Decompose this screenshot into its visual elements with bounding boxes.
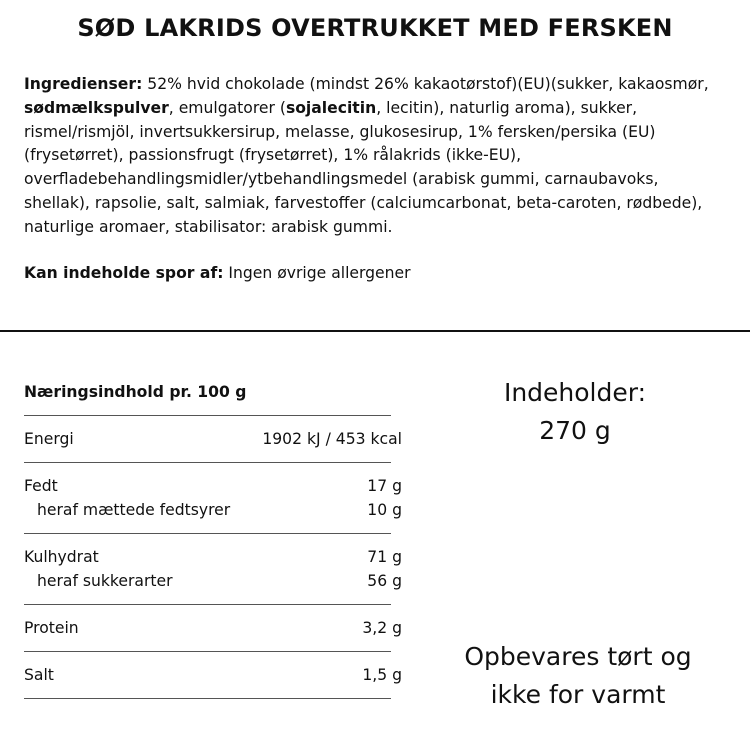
storage-line: ikke for varmt xyxy=(490,680,666,709)
nutrition-group-protein xyxy=(24,605,402,651)
allergen-statement xyxy=(24,262,724,286)
nutrition-row xyxy=(24,616,402,640)
nutrition-group-fat xyxy=(24,463,402,533)
nutrition-group-energy xyxy=(24,416,402,462)
nutrition-header: Næringsindhold pr. 100 g xyxy=(24,383,247,401)
nutrient-label: Kulhydrat xyxy=(24,548,99,566)
ingredients-label: Ingredienser: xyxy=(24,75,143,93)
nutrient-label: Fedt xyxy=(24,477,58,495)
nutrient-sublabel: heraf sukkerarter xyxy=(37,572,173,590)
section-divider xyxy=(0,330,750,332)
nutrient-value: 1,5 g xyxy=(362,666,402,684)
nutrient-value: 1902 kJ / 453 kcal xyxy=(262,430,402,448)
nutrient-value: 56 g xyxy=(367,572,402,590)
net-content xyxy=(440,374,710,450)
nutrition-row xyxy=(24,545,402,569)
nutrient-value: 17 g xyxy=(367,477,402,495)
storage-line: Opbevares tørt og xyxy=(464,642,692,671)
nutrition-group-salt xyxy=(24,652,402,698)
nutrition-row xyxy=(24,498,402,522)
nutrient-value: 71 g xyxy=(367,548,402,566)
nutrient-label: Energi xyxy=(24,430,74,448)
storage-instructions xyxy=(440,638,716,714)
ingredients-text-3: , lecitin), naturlig aroma), sukker, rismel/rismjöl, invertsukkersirup, melasse, glukosesirup, 1% fersken/persika (EU)(frysetørret), passionsfrugt (frysetørret), 1% rålakrids (ikke-EU), overfladebehandlingsmidler/ytbehandlingsmedel (arabisk gummi, carnaubavoks, shellak), rapsolie, salt, salmiak, farvestoffer (calciumcarbonat, beta-caroten, rødbede), naturlige aromaer, stabilisator: arabisk gummi. xyxy=(24,98,703,236)
ingredients-paragraph xyxy=(24,73,724,240)
product-title: SØD LAKRIDS OVERTRUKKET MED FERSKEN xyxy=(77,14,673,42)
nutrient-value: 10 g xyxy=(367,501,402,519)
nutrition-group-carbs xyxy=(24,534,402,604)
net-content-amount: 270 g xyxy=(539,416,611,445)
nutrition-table xyxy=(24,380,402,699)
nutrition-rule xyxy=(24,698,391,699)
allergen-text: Ingen øvrige allergener xyxy=(223,264,411,282)
nutrition-row xyxy=(24,474,402,498)
allergen-milk-powder: sødmælkspulver xyxy=(24,98,169,117)
nutrient-sublabel: heraf mættede fedtsyrer xyxy=(37,501,231,519)
nutrition-row xyxy=(24,569,402,593)
allergen-soy-lecithin: sojalecitin xyxy=(285,98,377,117)
nutrient-label: Salt xyxy=(24,666,54,684)
ingredients-text-1: 52% hvid chokolade (mindst 26% kakaotørstof)(EU)(sukker, kakaosmør, xyxy=(142,75,709,93)
nutrition-row xyxy=(24,427,402,451)
ingredients-text-2: , emulgatorer ( xyxy=(168,98,286,117)
nutrient-value: 3,2 g xyxy=(362,619,402,637)
net-content-label: Indeholder: xyxy=(503,378,647,407)
nutrient-label: Protein xyxy=(24,619,79,637)
allergen-label: Kan indeholde spor af: xyxy=(24,264,224,282)
nutrition-row xyxy=(24,663,402,687)
